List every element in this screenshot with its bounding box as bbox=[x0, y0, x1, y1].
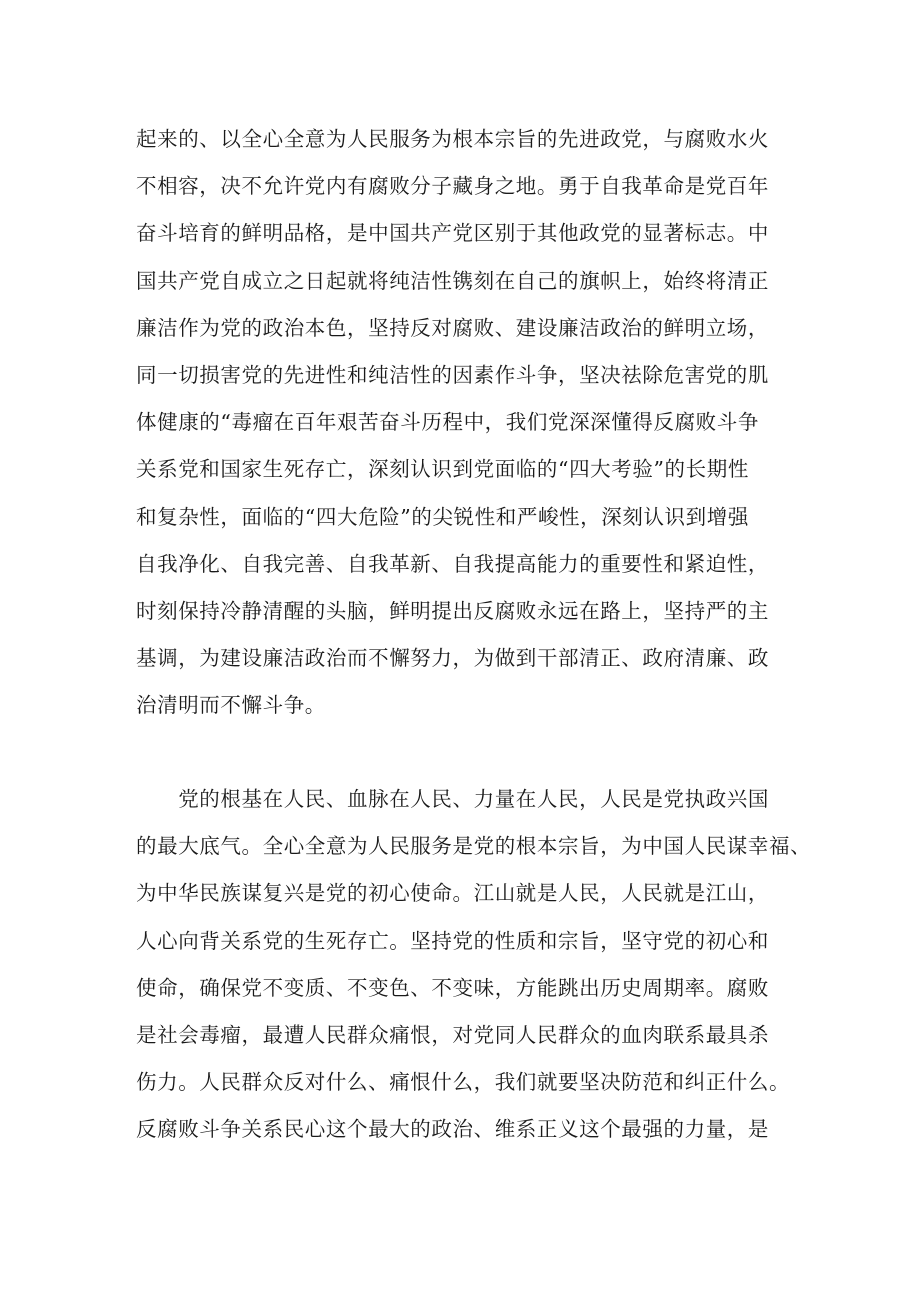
text-line: 反腐败斗争关系民心这个最大的政治、维系正义这个最强的力量，是 bbox=[136, 1117, 769, 1142]
text-line: 党的根基在人民、血脉在人民、力量在人民，人民是党执政兴国 bbox=[136, 787, 769, 811]
text-line: 时刻保持冷静清醒的头脑，鲜明提出反腐败永远在路上，坚持严的主 bbox=[136, 598, 769, 623]
text-line: 是社会毒瘤，最遭人民群众痛恨，对党同人民群众的血肉联系最具杀 bbox=[136, 1022, 769, 1047]
text-line: 不相容，决不允许党内有腐败分子藏身之地。勇于自我革命是党百年 bbox=[136, 174, 769, 199]
text-line: 自我净化、自我完善、自我革新、自我提高能力的重要性和紧迫性， bbox=[136, 551, 769, 576]
text-line: 国共产党自成立之日起就将纯洁性镌刻在自己的旗帜上，始终将清正 bbox=[136, 268, 769, 293]
text-line: 和复杂性，面临的“四大危险”的尖锐性和严峻性，深刻认识到增强 bbox=[136, 504, 749, 529]
text-line: 奋斗培育的鲜明品格，是中国共产党区别于其他政党的显著标志。中 bbox=[136, 221, 769, 246]
text-line: 伤力。人民群众反对什么、痛恨什么，我们就要坚决防范和纠正什么。 bbox=[136, 1070, 791, 1095]
text-line: 为中华民族谋复兴是党的初心使命。江山就是人民，人民就是江山， bbox=[136, 881, 769, 906]
text-line: 廉洁作为党的政治本色，坚持反对腐败、建设廉洁政治的鲜明立场， bbox=[136, 315, 769, 340]
paragraph-1 bbox=[136, 116, 816, 729]
text-line: 同一切损害党的先进性和纯洁性的因素作斗争，坚决祛除危害党的肌 bbox=[136, 362, 769, 387]
text-line: 的最大底气。全心全意为人民服务是党的根本宗旨，为中国人民谋幸福、 bbox=[136, 834, 812, 859]
text-line: 基调，为建设廉洁政治而不懈努力，为做到干部清正、政府清廉、政 bbox=[136, 646, 769, 671]
text-line: 起来的、以全心全意为人民服务为根本宗旨的先进政党，与腐败水火 bbox=[136, 127, 769, 151]
text-line: 体健康的“毒瘤在百年艰苦奋斗历程中，我们党深深懂得反腐败斗争 bbox=[136, 410, 759, 435]
text-line: 使命，确保党不变质、不变色、不变味，方能跳出历史周期率。腐败 bbox=[136, 975, 769, 1000]
text-line: 人心向背关系党的生死存亡。坚持党的性质和宗旨，坚守党的初心和 bbox=[136, 928, 769, 953]
text-line: 关系党和国家生死存亡，深刻认识到党面临的“四大考验”的长期性 bbox=[136, 457, 749, 482]
paragraph-2 bbox=[136, 776, 816, 1154]
text-line: 治清明而不懈斗争。 bbox=[136, 693, 326, 718]
